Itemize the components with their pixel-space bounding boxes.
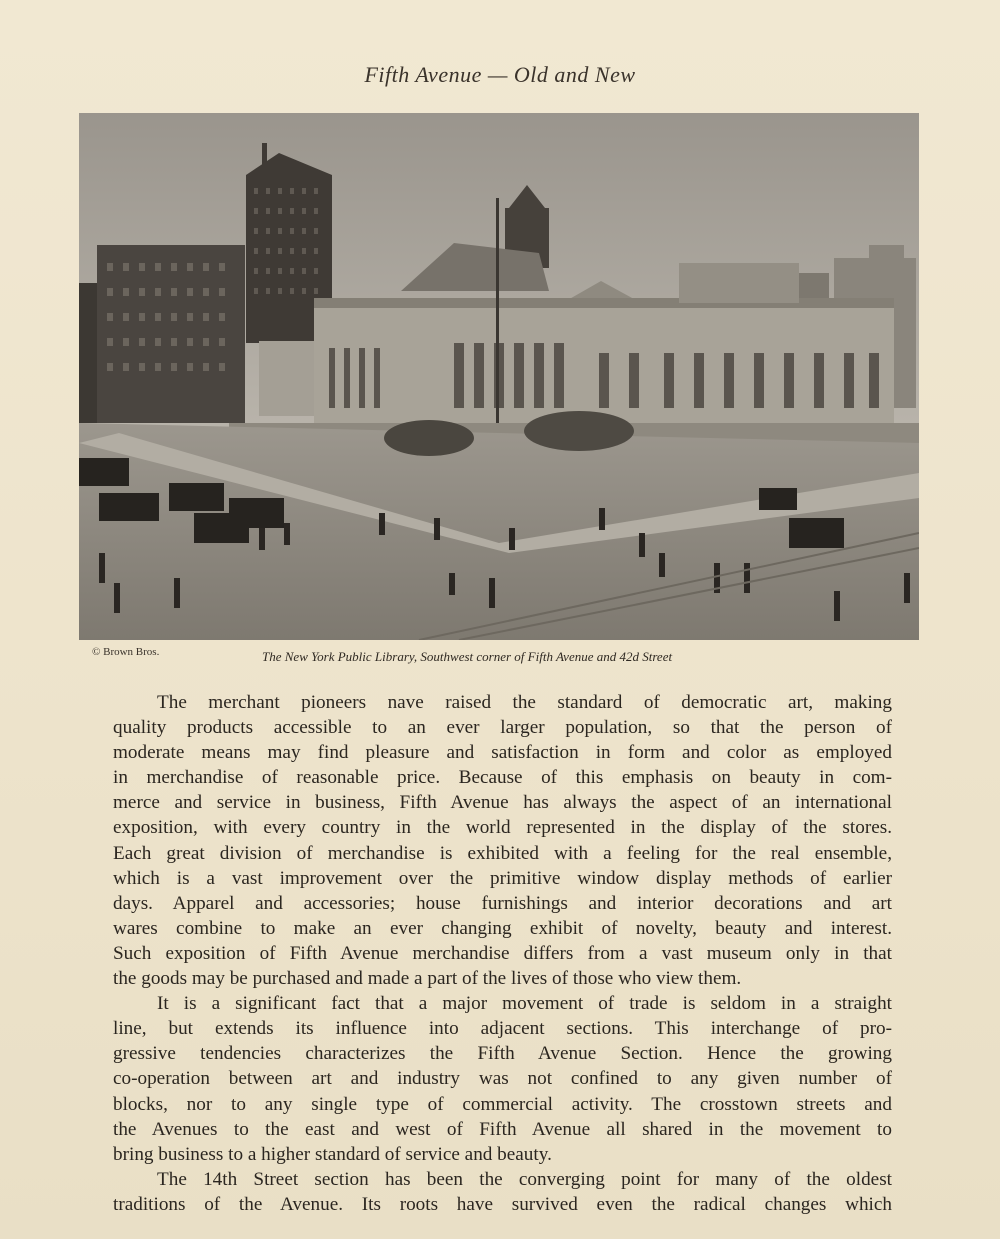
body-line: gressive tendencies characterizes the Fifth Avenue Section. Hence the growing <box>113 1043 892 1065</box>
body-line: which is a vast improvement over the primitive window display methods of earlier <box>113 867 892 889</box>
photo-credit: © Brown Bros. <box>92 646 160 658</box>
body-line: co-operation between art and industry was not confined to any given number of <box>113 1068 892 1090</box>
body-line: moderate means may find pleasure and satisfaction in form and color as employed <box>113 742 892 764</box>
body-line: line, but extends its influence into adjacent sections. This interchange of pro- <box>113 1018 892 1040</box>
body-line: It is a significant fact that a major movement of trade is seldom in a straight <box>157 993 892 1015</box>
body-line: blocks, nor to any single type of commercial activity. The crosstown streets and <box>113 1093 892 1115</box>
body-line: Such exposition of Fifth Avenue merchandise differs from a vast museum only in that <box>113 942 892 964</box>
body-line: in merchandise of reasonable price. Because of this emphasis on beauty in com- <box>113 767 892 789</box>
body-line: wares combine to make an ever changing exhibit of novelty, beauty and interest. <box>113 917 892 939</box>
body-line: merce and service in business, Fifth Avenue has always the aspect of an international <box>113 792 892 814</box>
body-line: bring business to a higher standard of service and beauty. <box>113 1143 552 1165</box>
body-line: The merchant pioneers nave raised the standard of democratic art, making <box>157 692 892 713</box>
body-line: the goods may be purchased and made a part of the lives of those who view them. <box>113 968 742 990</box>
body-line: traditions of the Avenue. Its roots have survived even the radical changes which <box>113 1193 892 1215</box>
body-line: Each great division of merchandise is exhibited with a feeling for the real ensemble, <box>113 842 892 864</box>
photo-caption: The New York Public Library, Southwest corner of Fifth Avenue and 42d Street <box>262 649 673 664</box>
body-line: exposition, with every country in the world represented in the display of the stores. <box>113 817 892 839</box>
running-head: Fifth Avenue — Old and New <box>364 62 636 87</box>
body-line: the Avenues to the east and west of Fifth Avenue all shared in the movement to <box>113 1118 892 1140</box>
body-line: The 14th Street section has been the converging point for many of the oldest <box>157 1168 892 1190</box>
body-line: days. Apparel and accessories; house furnishings and interior decorations and art <box>113 892 892 914</box>
library-photograph <box>79 113 919 640</box>
body-text <box>113 690 892 1217</box>
body-line: quality products accessible to an ever larger population, so that the person of <box>113 717 892 739</box>
